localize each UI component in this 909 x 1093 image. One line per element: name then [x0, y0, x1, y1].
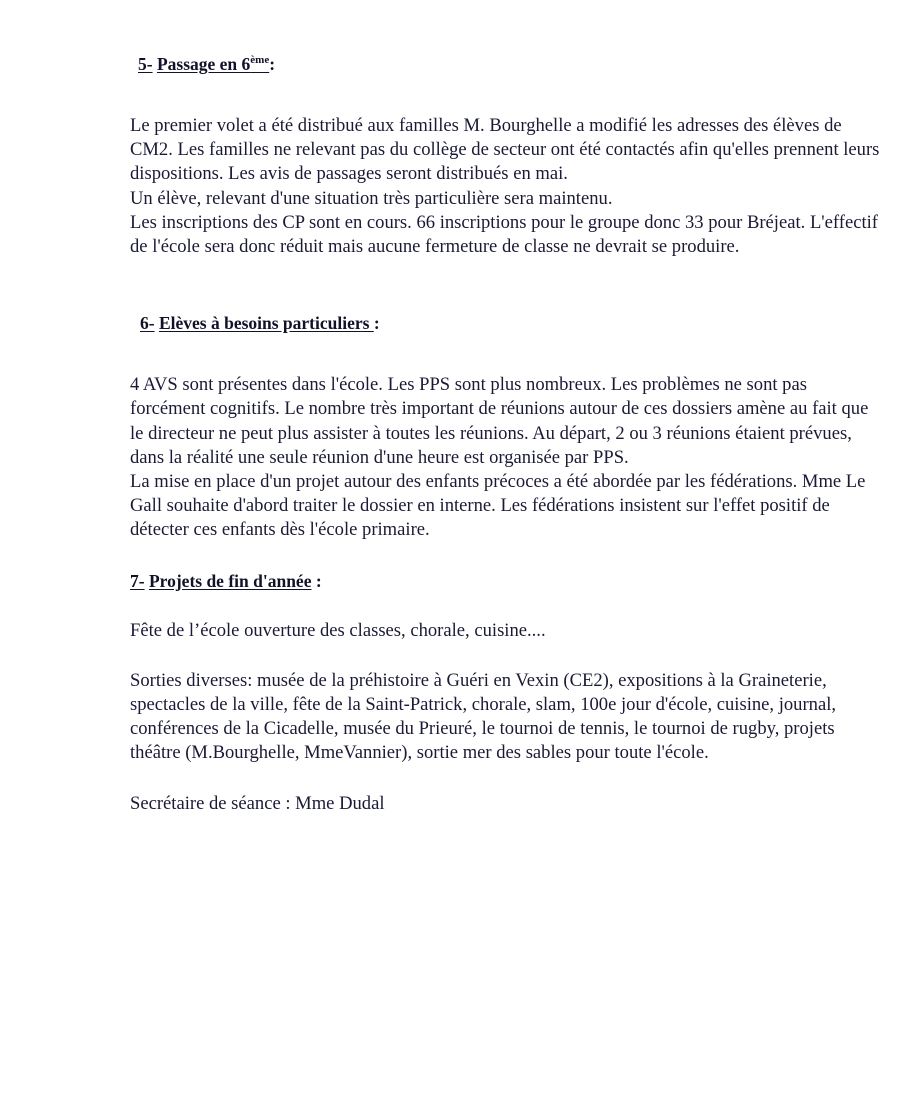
spacer: [130, 593, 882, 619]
section-title-7: Projets de fin d'année: [148, 570, 312, 591]
paragraph-5-1: Le premier volet a été distribué aux familles M. Bourghelle a modifié les adresses des élèves de CM2. Les familles ne relevant pas du collège de secteur ont été contactés afin qu'elles prennent leurs dispositions. Les avis de passages seront distribués en mai.: [130, 115, 880, 185]
paragraph-6-1: 4 AVS sont présentes dans l'école. Les PPS sont plus nombreux. Les problèmes ne sont pas forcément cognitifs. Le nombre très important de réunions autour de ces dossiers amène au fait que le directeur ne peut plus assister à toutes les réunions. Au départ, 2 ou 3 réunions étaient prévues, dans la réalité une seule réunion d'une heure est organisée par PPS.: [130, 374, 869, 468]
section-heading-7: [130, 569, 882, 593]
spacer: [130, 766, 882, 792]
section-colon-5: :: [269, 54, 276, 74]
spacer: [130, 76, 882, 114]
section-number-5: 5-: [138, 54, 153, 74]
document-body: [130, 52, 882, 816]
paragraph-7-1: Fête de l’école ouverture des classes, chorale, cuisine....: [130, 619, 546, 641]
spacer: [130, 643, 882, 669]
section-number-6: 6-: [140, 313, 155, 334]
section-heading-5: [138, 52, 882, 76]
section-title-5-text: Passage en 6: [156, 54, 251, 74]
paragraph-6-2: La mise en place d'un projet autour des enfants précoces a été abordée par les fédérations. Mme Le Gall souhaite d'abord traiter le dossier en interne. Les fédérations insistent sur l'effet positif de détecter ces enfants dès l'école primaire.: [130, 471, 866, 541]
paragraph-7-2: Sorties diverses: musée de la préhistoire à Guéri en Vexin (CE2), expositions à la Graineterie, spectacles de la ville, fête de la Saint-Patrick, chorale, slam, 100e jour d'école, cuisine, journal, conférences de la Cicadelle, musée du Prieuré, le tournoi de tennis, le tournoi de rugby, projets théâtre (M.Bourghelle, MmeVannier), sortie mer des sables pour toute l'école.: [130, 669, 837, 764]
section-title-5-superscript: ème: [250, 54, 270, 67]
section-colon-6: :: [373, 313, 380, 334]
paragraph-5-3: Les inscriptions des CP sont en cours. 66 inscriptions pour le groupe donc 33 pour Bréjeat. L'effectif de l'école sera donc réduit mais aucune fermeture de classe ne devrait se produire.: [130, 211, 878, 258]
section-colon-7: :: [315, 570, 322, 591]
spacer: [130, 335, 882, 373]
paragraph-5-2: Un élève, relevant d'une situation très particulière sera maintenu.: [130, 187, 613, 209]
spacer: [130, 543, 882, 569]
signature-line: Secrétaire de séance : Mme Dudal: [130, 792, 385, 814]
section-title-6: Elèves à besoins particuliers: [158, 313, 374, 334]
spacer: [130, 259, 882, 311]
section-title-5: [157, 54, 269, 74]
section-heading-6: [140, 311, 882, 335]
section-number-7: 7-: [130, 570, 145, 591]
